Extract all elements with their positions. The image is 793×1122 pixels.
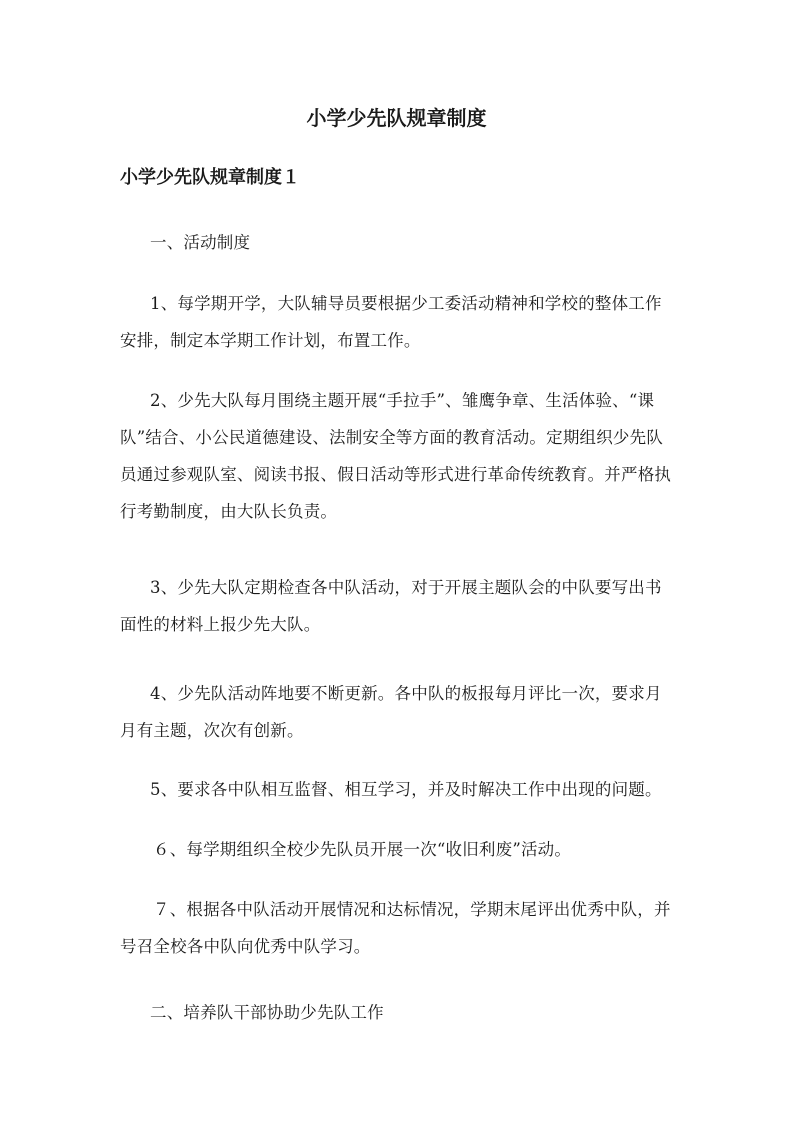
section-heading-activity-system: 一、活动制度 bbox=[150, 233, 251, 252]
paragraph-item-4: 4、少先队活动阵地要不断更新。各中队的板报每月评比一次，要求月月有主题，次次有创新。 bbox=[120, 684, 662, 740]
document-title: 小学少先队规章制度 bbox=[306, 106, 487, 130]
section-subtitle: 小学少先队规章制度１ bbox=[120, 167, 300, 188]
paragraph-item-7: ７、根据各中队活动开展情况和达标情况，学期末尾评出优秀中队，并号召全校各中队向优秀中队学习。 bbox=[120, 900, 671, 956]
paragraph-item-1: 1、每学期开学，大队辅导员要根据少工委活动精神和学校的整体工作安排，制定本学期工作计划，布置工作。 bbox=[120, 294, 662, 350]
paragraph-item-2: 2、少先大队每月围绕主题开展“手拉手”、雏鹰争章、生活体验、“课队”结合、小公民道德建设、法制安全等方面的教育活动。定期组织少先队员通过参观队室、阅读书报、假日活动等形式进行革命传统教育。并严格执行考勤制度，由大队长负责。 bbox=[120, 391, 672, 521]
paragraph-item-5: 5、要求各中队相互监督、相互学习，并及时解决工作中出现的问题。 bbox=[150, 780, 662, 799]
paragraph-item-3: 3、少先大队定期检查各中队活动，对于开展主题队会的中队要写出书面性的材料上报少先大队。 bbox=[120, 578, 662, 634]
paragraph-item-6: ６、每学期组织全校少先队员开展一次“收旧利废”活动。 bbox=[153, 840, 572, 859]
section-heading-cadre-training: 二、培养队干部协助少先队工作 bbox=[150, 1003, 384, 1022]
